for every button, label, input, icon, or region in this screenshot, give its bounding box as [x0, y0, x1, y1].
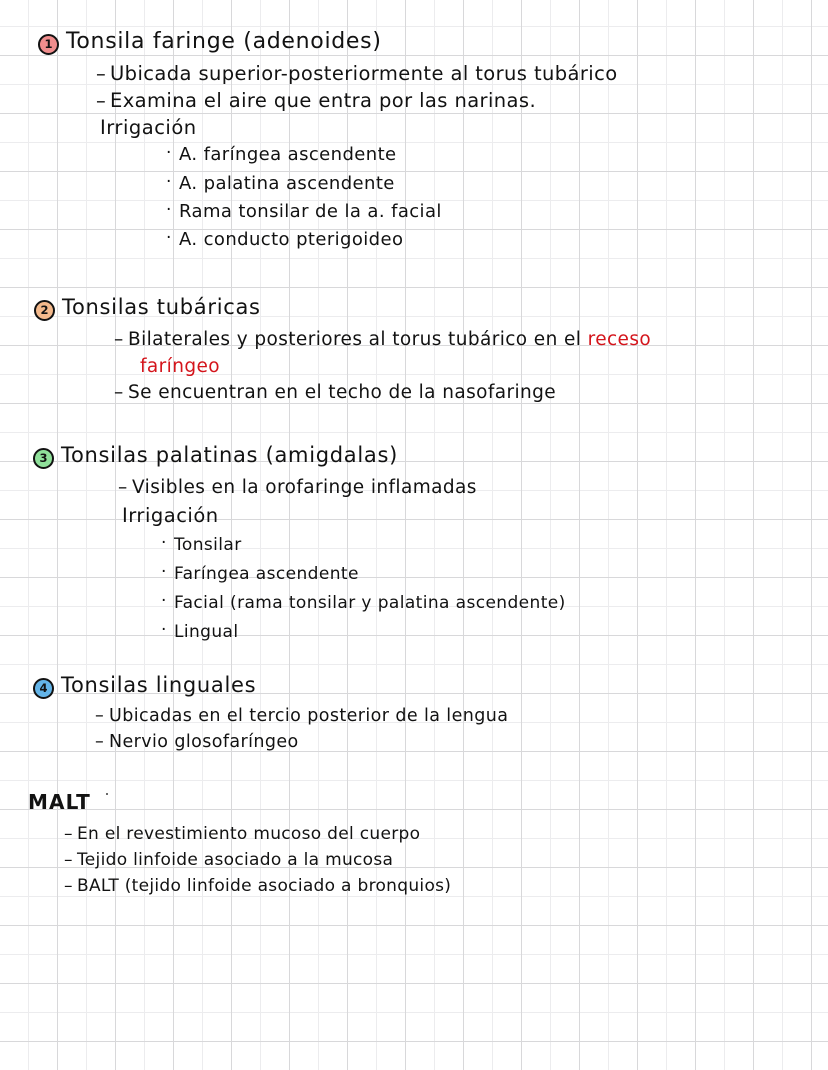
bullet-item: · A. conducto pterigoideo — [166, 227, 404, 250]
bullet-item: · Rama tonsilar de la a. facial — [166, 199, 442, 222]
section-heading — [33, 674, 828, 699]
section-title: Tonsila faringe (adenoides) — [66, 29, 382, 54]
section-tonsilas-tubaricas — [34, 296, 828, 404]
bullet-item: · A. faríngea ascendente — [166, 143, 397, 166]
section-title: Tonsilas tubáricas — [62, 295, 261, 319]
note-line-irrigacion: Irrigación — [122, 503, 219, 527]
ink-speck — [106, 793, 108, 795]
bullet-item: · Tonsilar — [161, 532, 242, 555]
note-line: – Ubicada superior-posteriormente al torus tubárico — [96, 62, 618, 85]
section-tonsila-faringe — [38, 30, 828, 250]
section-title: Tonsilas linguales — [61, 673, 257, 697]
note-line: – BALT (tejido linfoide asociado a bronquios) — [64, 876, 452, 897]
bullet-item: · Lingual — [161, 619, 239, 642]
bullet-item: · Facial (rama tonsilar y palatina ascendente) — [161, 590, 566, 613]
section-heading — [38, 30, 828, 55]
section-heading — [33, 444, 828, 469]
section-malt — [28, 790, 828, 896]
note-line: – Se encuentran en el techo de la nasofaringe — [114, 382, 557, 404]
bullet-item: · A. palatina ascendente — [166, 171, 395, 194]
note-line: – Nervio glosofaríngeo — [95, 731, 299, 752]
section-tonsilas-palatinas — [33, 444, 828, 642]
note-line: – Ubicadas en el tercio posterior de la lengua — [95, 706, 509, 726]
bullet-item: · Faríngea ascendente — [161, 561, 359, 584]
highlight-red: receso — [587, 329, 652, 350]
list-marker-2-icon: 2 — [34, 300, 55, 321]
note-line: – Bilaterales y posteriores al torus tubárico en el receso — [114, 329, 652, 350]
list-marker-3-icon: 3 — [33, 448, 54, 469]
note-line-irrigacion: Irrigación — [100, 115, 197, 139]
list-marker-4-icon: 4 — [33, 678, 54, 699]
malt-title: MALT — [28, 790, 91, 814]
list-marker-1-icon: 1 — [38, 34, 59, 55]
note-line-red-continuation: faríngeo — [140, 355, 220, 377]
section-heading — [34, 296, 828, 321]
note-line: – Examina el aire que entra por las narinas. — [96, 88, 537, 112]
section-title: Tonsilas palatinas (amigdalas) — [61, 443, 398, 467]
section-tonsilas-linguales — [33, 674, 828, 752]
note-line: – En el revestimiento mucoso del cuerpo — [64, 824, 421, 844]
note-line: – Tejido linfoide asociado a la mucosa — [64, 850, 394, 871]
note-line: – Visibles en la orofaringe inflamadas — [118, 477, 477, 498]
